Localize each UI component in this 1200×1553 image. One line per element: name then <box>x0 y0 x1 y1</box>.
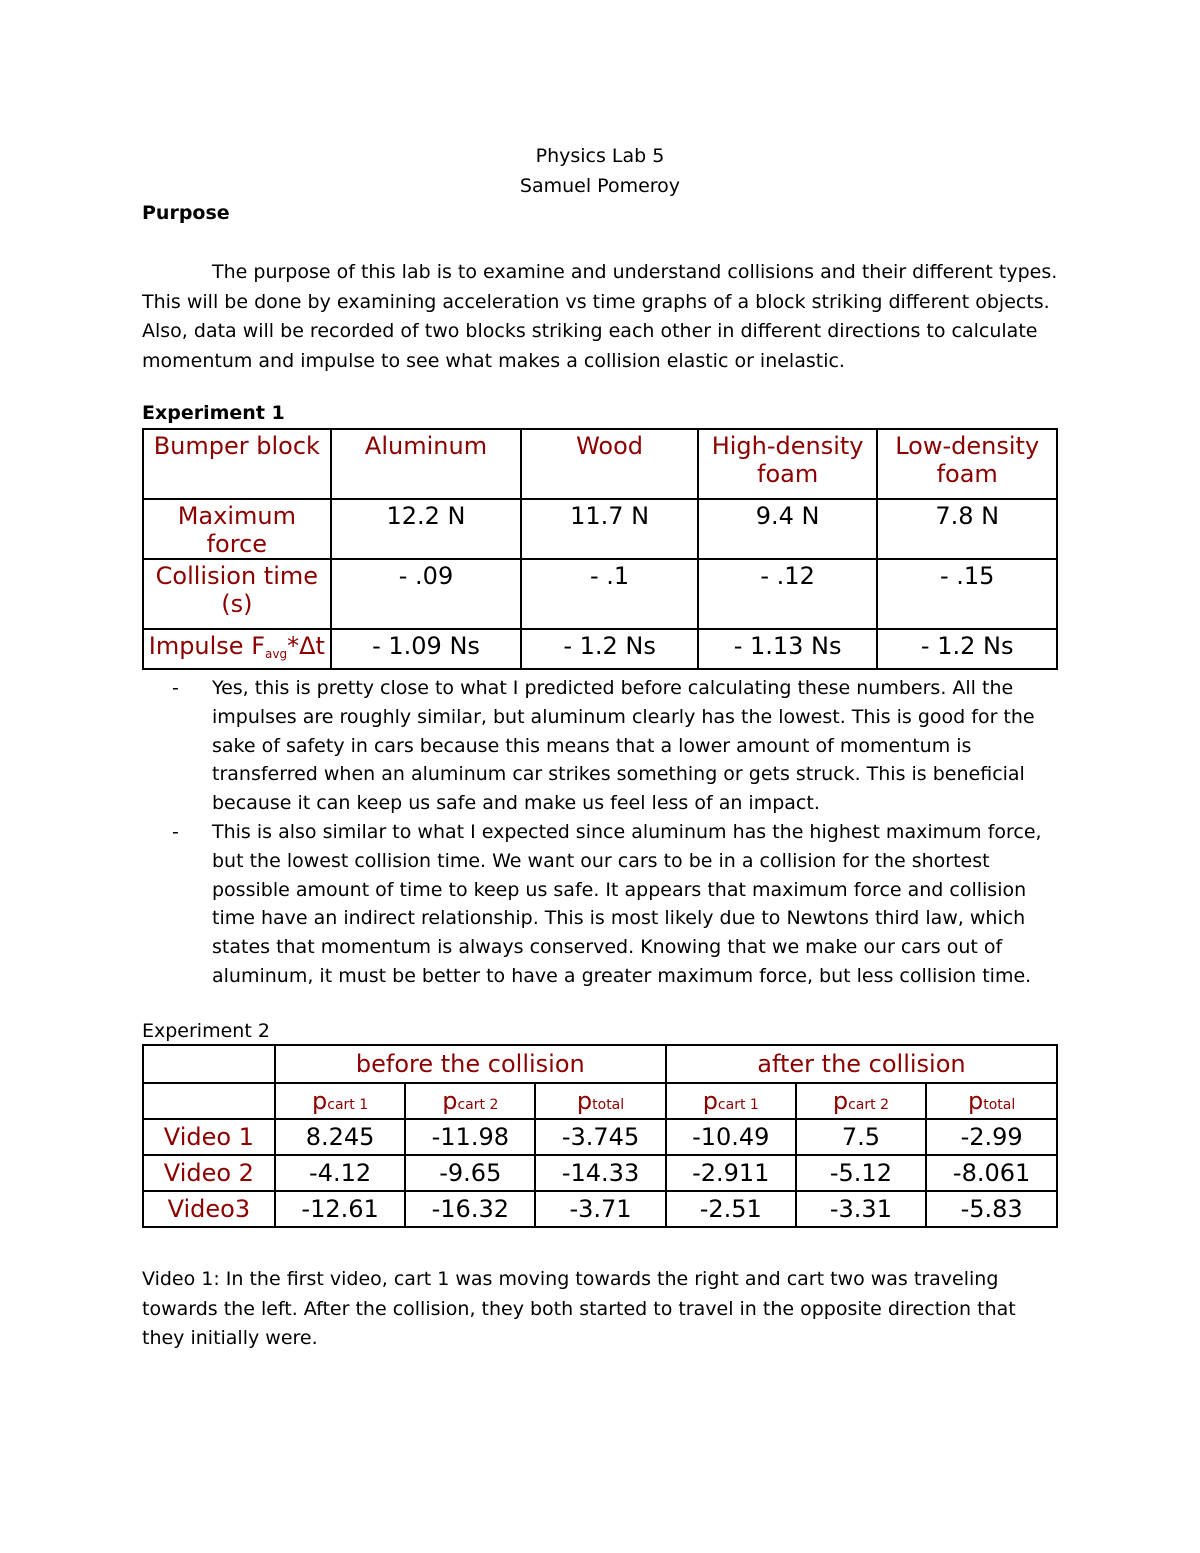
table-cell: 9.4 N <box>698 499 878 559</box>
list-item: - Yes, this is pretty close to what I predicted before calculating these numbers. All the impulses are roughly similar, but aluminum clearly has the lowest. This is good for the sake of safety in cars because this means that a lower amount of momentum is transferred when an aluminum car strikes something or gets struck. This is beneficial because it can keep us safe and make us feel less of an impact. <box>172 677 1035 815</box>
experiment2-heading: Experiment 2 <box>142 1020 270 1042</box>
table-cell: -3.31 <box>796 1191 927 1227</box>
table-row <box>143 559 1057 629</box>
table-row <box>143 429 1057 499</box>
p-cart1-after: pcart 1 <box>666 1083 796 1119</box>
table-cell: -2.911 <box>666 1155 796 1191</box>
table-cell: -2.51 <box>666 1191 796 1227</box>
table-cell: -8.061 <box>926 1155 1057 1191</box>
table-cell: - 1.2 Ns <box>521 629 697 669</box>
table-cell: - 1.2 Ns <box>877 629 1057 669</box>
table-cell: -11.98 <box>405 1119 535 1155</box>
column-high-density-foam: High-density foam <box>698 429 878 499</box>
table-cell: 7.8 N <box>877 499 1057 559</box>
p-total-before: ptotal <box>535 1083 666 1119</box>
impulse-label: Impulse $F_{avg}*\Delta t$ <box>143 629 331 669</box>
table-cell: -14.33 <box>535 1155 666 1191</box>
bumper-block-header: Bumper block <box>143 429 331 499</box>
table-cell: -3.71 <box>535 1191 666 1227</box>
experiment2-table <box>142 1044 1058 1228</box>
table-cell: -2.99 <box>926 1119 1057 1155</box>
table-row <box>143 1119 1057 1155</box>
p-total-after: ptotal <box>926 1083 1057 1119</box>
table-cell: 12.2 N <box>331 499 522 559</box>
column-wood: Wood <box>521 429 697 499</box>
purpose-paragraph: The purpose of this lab is to examine and understand collisions and their different types. This will be done by examining acceleration vs time graphs of a block striking different objects. Also, data will be recorded of two blocks striking each other in different directions to calculate momentum and impulse to see what makes a collision elastic or inelastic. <box>142 261 1058 372</box>
p-cart2-after: pcart 2 <box>796 1083 927 1119</box>
table-cell: 11.7 N <box>521 499 697 559</box>
table-cell: - .15 <box>877 559 1057 629</box>
author-name: Samuel Pomeroy <box>519 175 681 197</box>
experiment1-table <box>142 428 1058 670</box>
table-row <box>143 1155 1057 1191</box>
table-cell: -5.12 <box>796 1155 927 1191</box>
table-cell: - .12 <box>698 559 878 629</box>
collision-time-label: Collision time (s) <box>143 559 331 629</box>
table-row <box>143 1191 1057 1227</box>
empty-subheader-cell <box>143 1083 275 1119</box>
discussion-list <box>172 674 1052 991</box>
table-cell: -5.83 <box>926 1191 1057 1227</box>
after-collision-header: after the collision <box>666 1045 1057 1083</box>
document-title: Physics Lab 5 <box>535 145 665 167</box>
list-item: - This is also similar to what I expected since aluminum has the highest maximum force, but the lowest collision time. We want our cars to be in a collision for the shortest possible amount of time to keep us safe. It appears that maximum force and collision time have an indirect relationship. This is most likely due to Newtons third law, which states that momentum is always conserved. Knowing that we make our cars out of aluminum, it must be better to have a greater maximum force, but less collision time. <box>172 820 1042 987</box>
experiment1-heading: Experiment 1 <box>142 402 285 424</box>
table-cell: - 1.09 Ns <box>331 629 522 669</box>
column-aluminum: Aluminum <box>331 429 522 499</box>
table-row <box>143 499 1057 559</box>
table-cell: - 1.13 Ns <box>698 629 878 669</box>
empty-header-cell <box>143 1045 275 1083</box>
video1-paragraph: Video 1: In the first video, cart 1 was moving towards the right and cart two was traveling towards the left. After the collision, they both started to travel in the opposite direction that they initially were. <box>142 1268 1016 1349</box>
table-cell: - .1 <box>521 559 697 629</box>
table-cell: -10.49 <box>666 1119 796 1155</box>
before-collision-header: before the collision <box>275 1045 666 1083</box>
table-cell: -16.32 <box>405 1191 535 1227</box>
table-cell: 7.5 <box>796 1119 927 1155</box>
row-label-video1: Video 1 <box>143 1119 275 1155</box>
row-label-video3: Video3 <box>143 1191 275 1227</box>
table-row <box>143 629 1057 669</box>
table-cell: -9.65 <box>405 1155 535 1191</box>
max-force-label: Maximum force <box>143 499 331 559</box>
table-cell: -4.12 <box>275 1155 406 1191</box>
table-row <box>143 1083 1057 1119</box>
row-label-video2: Video 2 <box>143 1155 275 1191</box>
p-cart1-before: pcart 1 <box>275 1083 406 1119</box>
table-cell: -12.61 <box>275 1191 406 1227</box>
table-cell: - .09 <box>331 559 522 629</box>
table-row <box>143 1045 1057 1083</box>
table-cell: -3.745 <box>535 1119 666 1155</box>
p-cart2-before: pcart 2 <box>405 1083 535 1119</box>
column-low-density-foam: Low-density foam <box>877 429 1057 499</box>
purpose-heading: Purpose <box>142 202 230 224</box>
table-cell: 8.245 <box>275 1119 406 1155</box>
